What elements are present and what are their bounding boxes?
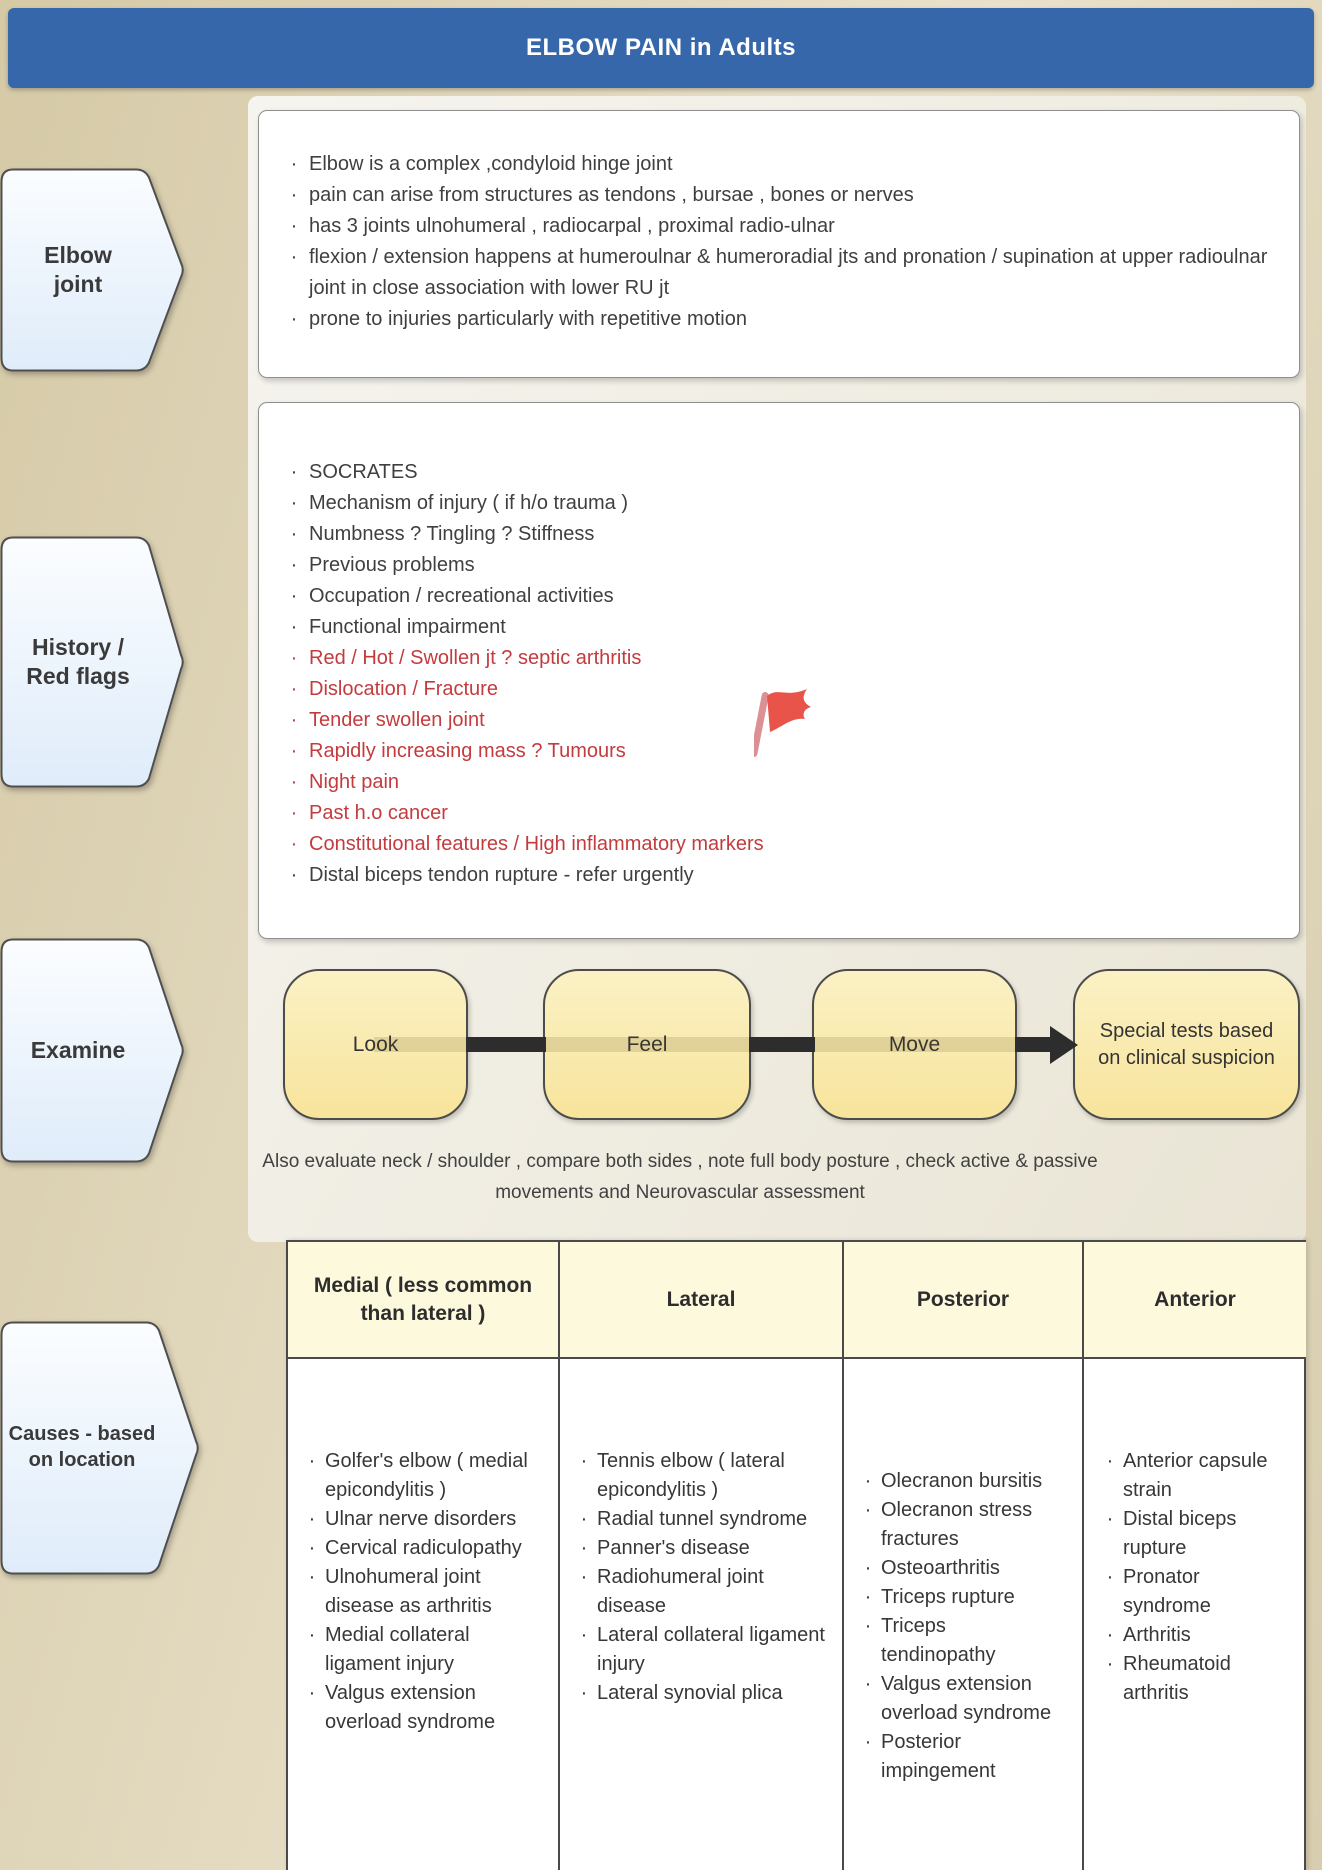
bullet-item (287, 488, 1275, 519)
sidebar-tab-label: Examine (30, 1036, 126, 1063)
bullet-item (287, 180, 1275, 211)
table-cell-item (580, 1621, 830, 1679)
bullet-text: Golfer's elbow ( medial epicondylitis ) (325, 1450, 528, 1501)
bullet-text: Rheumatoid arthritis (1123, 1653, 1231, 1704)
bullet-dot: · (290, 492, 298, 514)
bullet-text: Radial tunnel syndrome (597, 1508, 808, 1530)
bullet-dot: · (290, 308, 298, 330)
bullet-text: Valgus extension overload syndrome (325, 1682, 496, 1733)
bullet-text: Lateral synovial plica (597, 1682, 783, 1704)
bullet-dot: · (864, 1673, 872, 1695)
bullet-item (287, 211, 1275, 242)
bullet-text: Distal biceps tendon rupture - refer urgently (309, 864, 694, 886)
flow-arrow-underlay (374, 1037, 466, 1052)
flow-arrow-segment (466, 1037, 546, 1052)
table-cell-item (308, 1505, 546, 1534)
sidebar-tab-examine (0, 938, 190, 1163)
bullet-dot: · (308, 1624, 316, 1646)
table-cell-item (308, 1534, 546, 1563)
history-red-flags-box (258, 402, 1300, 939)
bullet-dot: · (290, 647, 298, 669)
table-cell-item (580, 1563, 830, 1621)
bullet-dot: · (308, 1566, 316, 1588)
table-column-anterior (1082, 1242, 1306, 1870)
bullet-dot: · (290, 802, 298, 824)
bullet-dot: · (290, 215, 298, 237)
bullet-dot: · (864, 1731, 872, 1753)
bullet-text: prone to injuries particularly with repetitive motion (309, 308, 747, 330)
bullet-dot: · (580, 1566, 588, 1588)
table-cell-item (580, 1447, 830, 1505)
bullet-dot: · (864, 1586, 872, 1608)
bullet-dot: · (1106, 1624, 1114, 1646)
flow-arrow-head (1050, 1026, 1078, 1064)
column-header: Anterior (1084, 1242, 1306, 1359)
bullet-text: Posterior impingement (881, 1731, 996, 1782)
table-cell-item (308, 1679, 546, 1737)
bullet-text: flexion / extension happens at humeroulnar & humeroradial jts and pronation / supination at upper radioulnar joint in close association with lower RU jt (309, 246, 1268, 299)
bullet-dot: · (290, 771, 298, 793)
table-cell-item (308, 1447, 546, 1505)
elbow-joint-notes-box (258, 110, 1300, 378)
title-bar (8, 8, 1314, 88)
examine-note: Also evaluate neck / shoulder , compare both sides , note full body posture , check active & passive movements and Neurovascular assessment (262, 1151, 1098, 1203)
bullet-text: has 3 joints ulnohumeral , radiocarpal , proximal radio-ulnar (309, 215, 835, 237)
causes-table (286, 1240, 1306, 1870)
red-flag-item (287, 798, 1275, 829)
bullet-text: Olecranon stress fractures (881, 1499, 1033, 1550)
bullet-item (287, 581, 1275, 612)
column-header: Lateral (560, 1242, 842, 1359)
bullet-text: Tennis elbow ( lateral epicondylitis ) (597, 1450, 785, 1501)
table-cell-item (864, 1496, 1062, 1554)
bullet-dot: · (290, 246, 298, 268)
sidebar-tab-history-red-flags (0, 536, 190, 788)
bullet-dot: · (580, 1508, 588, 1530)
column-items (560, 1359, 842, 1708)
bullet-dot: · (290, 833, 298, 855)
bullet-text: Dislocation / Fracture (309, 678, 498, 700)
bullet-dot: · (290, 523, 298, 545)
bullet-dot: · (290, 153, 298, 175)
bullet-dot: · (864, 1557, 872, 1579)
table-column-medial (288, 1242, 558, 1870)
bullet-text: Past h.o cancer (309, 802, 448, 824)
column-header: Posterior (844, 1242, 1082, 1359)
bullet-dot: · (290, 184, 298, 206)
table-cell-item (1106, 1505, 1276, 1563)
sidebar-tab-label: History / Red flags (26, 633, 130, 689)
bullet-dot: · (864, 1499, 872, 1521)
bullet-text: Occupation / recreational activities (309, 585, 614, 607)
bullet-dot: · (864, 1470, 872, 1492)
bullet-text: Previous problems (309, 554, 475, 576)
sidebar-tab-label: Elbow joint (44, 241, 112, 297)
table-cell-item (1106, 1650, 1276, 1708)
bullet-dot: · (580, 1682, 588, 1704)
bullet-text: Anterior capsule strain (1123, 1450, 1268, 1501)
flow-arrow-underlay (815, 1037, 1015, 1052)
page-title: ELBOW PAIN in Adults (526, 34, 796, 61)
bullet-text: Numbness ? Tingling ? Stiffness (309, 523, 595, 545)
table-cell-item (864, 1670, 1062, 1728)
bullet-text: Medial collateral ligament injury (325, 1624, 470, 1675)
bullet-text: Night pain (309, 771, 400, 793)
bullet-text: Mechanism of injury ( if h/o trauma ) (309, 492, 628, 514)
bullet-text: Valgus extension overload syndrome (881, 1673, 1052, 1724)
table-cell-item (1106, 1447, 1276, 1505)
sidebar-tab-label: Causes - based on location (8, 1423, 156, 1471)
bullet-text: Distal biceps rupture (1123, 1508, 1237, 1559)
bullet-text: Lateral collateral ligament injury (597, 1624, 825, 1675)
elbow-joint-bullet-list (287, 149, 1275, 335)
bullet-text: Functional impairment (309, 616, 506, 638)
bullet-dot: · (864, 1615, 872, 1637)
bullet-dot: · (1106, 1450, 1114, 1472)
flow-arrow-segment (1015, 1037, 1055, 1052)
bullet-dot: · (580, 1624, 588, 1646)
red-flag-item (287, 829, 1275, 860)
examine-step-special-tests: Special tests based on clinical suspicion (1073, 969, 1300, 1120)
bullet-item (287, 304, 1275, 335)
bullet-text: Radiohumeral joint disease (597, 1566, 764, 1617)
bullet-item (287, 612, 1275, 643)
bullet-dot: · (290, 585, 298, 607)
sidebar-tab-causes (0, 1321, 205, 1575)
table-cell-item (308, 1563, 546, 1621)
bullet-dot: · (308, 1682, 316, 1704)
red-flag-item (287, 767, 1275, 798)
bullet-text: pain can arise from structures as tendons , bursae , bones or nerves (309, 184, 914, 206)
red-flag-item (287, 643, 1275, 674)
table-cell-item (580, 1505, 830, 1534)
table-cell-item (864, 1728, 1062, 1786)
bullet-dot: · (290, 864, 298, 886)
bullet-item (287, 457, 1275, 488)
table-cell-item (864, 1612, 1062, 1670)
bullet-dot: · (290, 709, 298, 731)
table-cell-item (1106, 1621, 1276, 1650)
bullet-item (287, 860, 1275, 891)
bullet-text: Arthritis (1123, 1624, 1191, 1646)
history-bullet-list (287, 457, 1275, 643)
bullet-text: SOCRATES (309, 461, 418, 483)
bullet-dot: · (580, 1450, 588, 1472)
bullet-text: Osteoarthritis (881, 1557, 1000, 1579)
table-cell-item (1106, 1563, 1276, 1621)
table-cell-item (864, 1467, 1062, 1496)
flow-arrow-underlay (546, 1037, 749, 1052)
table-cell-item (864, 1554, 1062, 1583)
bullet-text: Triceps tendinopathy (881, 1615, 996, 1666)
bullet-text: Constitutional features / High inflammatory markers (309, 833, 764, 855)
table-cell-item (580, 1679, 830, 1708)
table-column-lateral (558, 1242, 842, 1870)
bullet-text: Olecranon bursitis (881, 1470, 1043, 1492)
bullet-text: Ulnar nerve disorders (325, 1508, 517, 1530)
bullet-text: Pronator syndrome (1123, 1566, 1211, 1617)
bullet-text: Panner's disease (597, 1537, 750, 1559)
bullet-text: Triceps rupture (881, 1586, 1015, 1608)
bullet-dot: · (1106, 1566, 1114, 1588)
column-header: Medial ( less common than lateral ) (288, 1242, 558, 1359)
table-cell-item (864, 1583, 1062, 1612)
bullet-dot: · (290, 461, 298, 483)
examine-step-look: Look (283, 969, 468, 1120)
column-items (288, 1359, 558, 1737)
bullet-text: Rapidly increasing mass ? Tumours (309, 740, 626, 762)
bullet-dot: · (580, 1537, 588, 1559)
column-items (844, 1359, 1082, 1786)
bullet-item (287, 550, 1275, 581)
table-column-posterior (842, 1242, 1082, 1870)
bullet-text: Tender swollen joint (309, 709, 485, 731)
table-cell-item (580, 1534, 830, 1563)
bullet-text: Cervical radiculopathy (325, 1537, 522, 1559)
bullet-text: Ulnohumeral joint disease as arthritis (325, 1566, 492, 1617)
bullet-text: Red / Hot / Swollen jt ? septic arthritis (309, 647, 642, 669)
bullet-dot: · (1106, 1508, 1114, 1530)
bullet-dot: · (308, 1537, 316, 1559)
examine-step-move: Move (812, 969, 1017, 1120)
bullet-dot: · (290, 740, 298, 762)
table-cell-item (308, 1621, 546, 1679)
sidebar-tab-elbow-joint (0, 168, 190, 372)
examine-step-feel: Feel (543, 969, 751, 1120)
flow-arrow-segment (749, 1037, 815, 1052)
bullet-item (287, 149, 1275, 180)
bullet-dot: · (290, 616, 298, 638)
bullet-dot: · (308, 1450, 316, 1472)
column-items (1084, 1359, 1306, 1708)
bullet-text: Elbow is a complex ,condyloid hinge joint (309, 153, 673, 175)
bullet-dot: · (308, 1508, 316, 1530)
bullet-dot: · (290, 678, 298, 700)
bullet-dot: · (290, 554, 298, 576)
bullet-item (287, 242, 1275, 304)
red-flag-icon (754, 686, 818, 768)
history-bullet-list-end (287, 860, 1275, 891)
bullet-item (287, 519, 1275, 550)
bullet-dot: · (1106, 1653, 1114, 1675)
